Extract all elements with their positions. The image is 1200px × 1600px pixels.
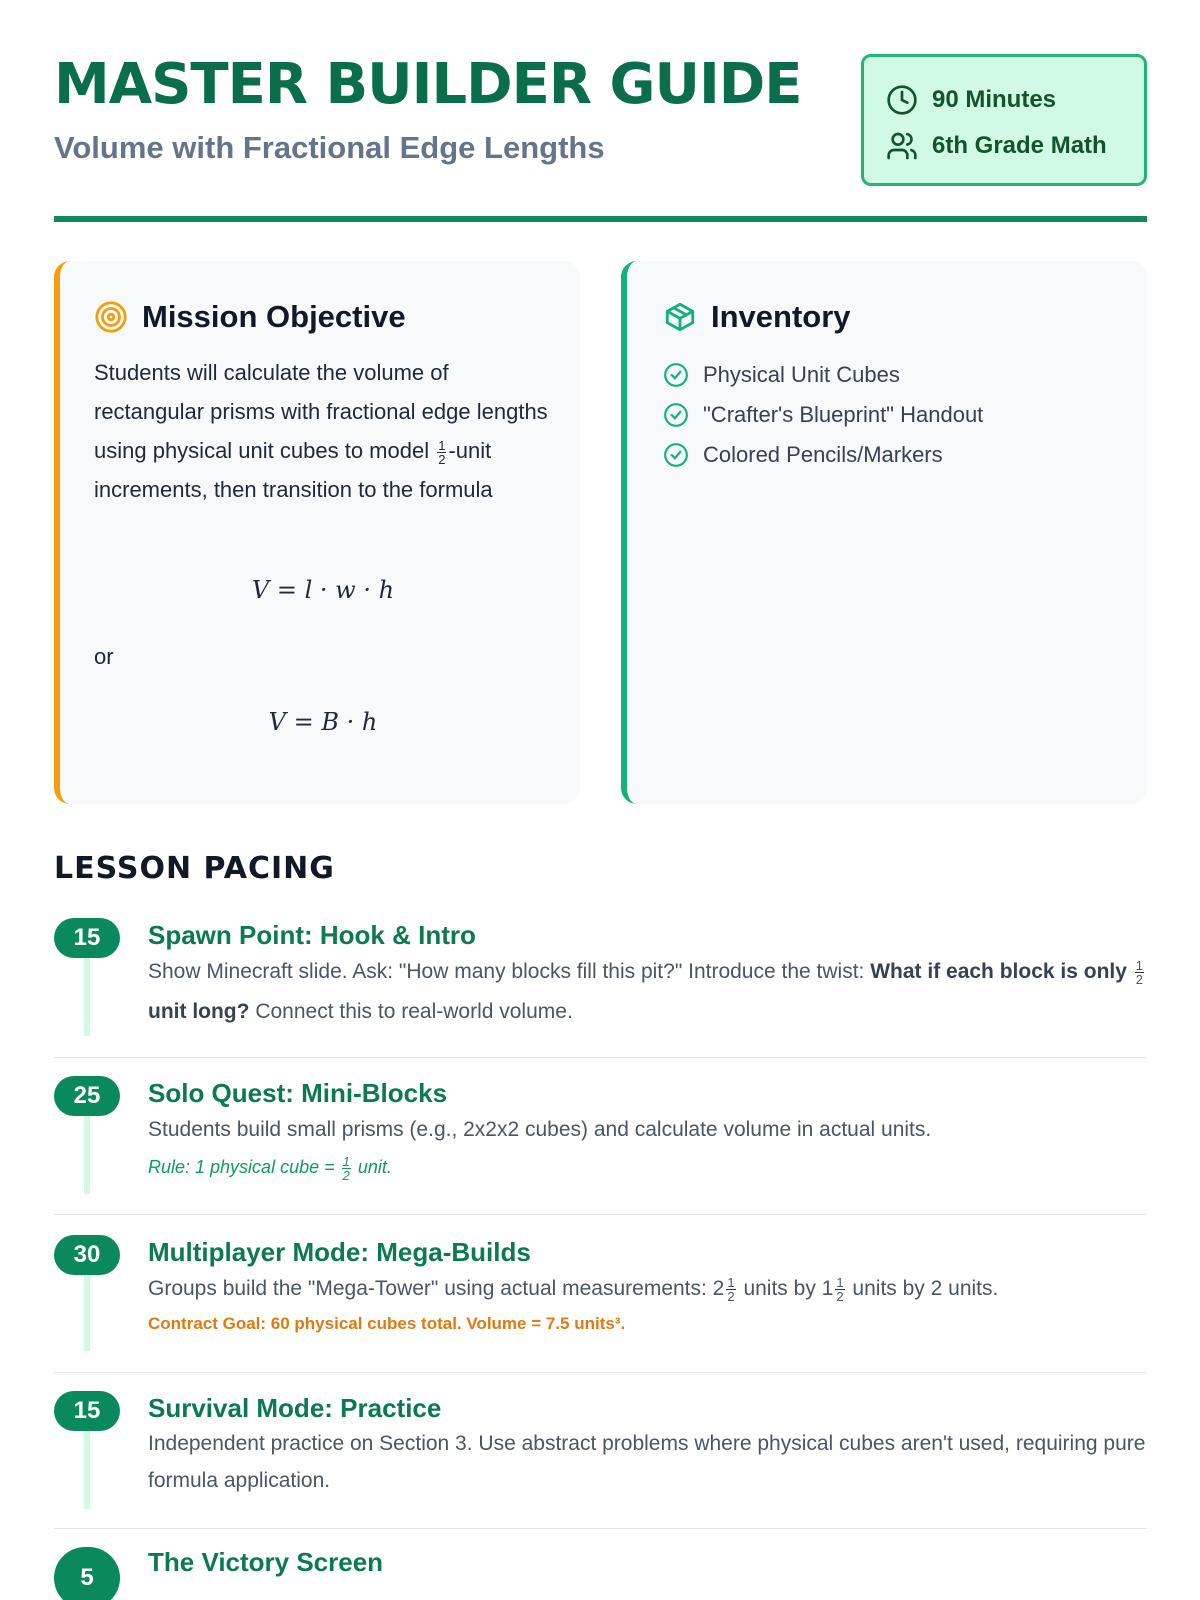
fraction-half: $\frac{1}{2}$ xyxy=(342,1153,350,1183)
phase-description-text-2: units by 1 xyxy=(743,1277,834,1300)
phase-description-emphasis: What if each block is only xyxy=(870,960,1127,983)
phase-item xyxy=(54,1373,1147,1529)
phase-description-text: Show Minecraft slide. Ask: "How many blocks fill this pit?" Introduce the twist: xyxy=(148,960,865,983)
inventory-item-label: "Crafter's Blueprint" Handout xyxy=(703,402,984,427)
inventory-item-label: Physical Unit Cubes xyxy=(703,362,900,387)
check-circle-icon xyxy=(663,402,689,428)
users-icon xyxy=(886,130,918,162)
minutes-badge: 15 xyxy=(54,1391,120,1431)
overview-cards xyxy=(54,261,1147,804)
inventory-title: Inventory xyxy=(711,299,851,334)
target-icon xyxy=(94,300,128,334)
duration-text: 90 Minutes xyxy=(932,86,1057,113)
list-item xyxy=(663,355,983,395)
phase-body xyxy=(148,1545,1147,1579)
timeline-rail xyxy=(84,1116,90,1194)
check-circle-icon xyxy=(663,362,689,388)
pacing-timeline xyxy=(54,918,1147,1600)
phase-rule-text: Rule: 1 physical cube = xyxy=(148,1157,335,1177)
phase-description xyxy=(148,1269,1147,1309)
list-item xyxy=(663,395,983,435)
phase-rule xyxy=(148,1150,1147,1184)
list-item xyxy=(663,435,983,475)
objective-text xyxy=(94,353,554,509)
check-circle-icon xyxy=(663,442,689,468)
fraction-numerator: 1 xyxy=(438,437,446,453)
objective-text-part-1: Students will calculate the volume of rectangular prisms with fractional edge lengths using physical unit cubes to model xyxy=(94,360,548,463)
box-icon xyxy=(663,300,697,334)
phase-description-text-3: units by 2 units. xyxy=(852,1277,999,1300)
grade-text: 6th Grade Math xyxy=(932,132,1107,159)
objective-title: Mission Objective xyxy=(142,299,406,334)
objective-header xyxy=(94,299,406,335)
inventory-list xyxy=(663,355,983,475)
phase-title: Spawn Point: Hook & Intro xyxy=(148,920,476,950)
formula-volume-bh: V = B · h xyxy=(268,708,378,736)
phase-item xyxy=(54,1058,1147,1215)
page-title: MASTER BUILDER GUIDE xyxy=(54,52,802,117)
phase-body xyxy=(148,1076,1147,1184)
phase-item xyxy=(54,918,1147,1058)
header xyxy=(54,0,1147,222)
phase-description xyxy=(148,952,1147,1032)
pacing-title: LESSON PACING xyxy=(54,851,335,886)
phase-title: Multiplayer Mode: Mega-Builds xyxy=(148,1237,531,1267)
objective-card xyxy=(54,261,580,804)
phase-item xyxy=(54,1215,1147,1373)
phase-description-text-2: Connect this to real-world volume. xyxy=(255,1000,573,1023)
phase-body xyxy=(148,918,1147,1032)
phase-description: Independent practice on Section 3. Use abstract problems where physical cubes aren't used, requiring pure formula application. xyxy=(148,1432,1146,1492)
phase-description-emphasis-2: unit long? xyxy=(148,1000,250,1023)
minutes-badge: 25 xyxy=(54,1076,120,1116)
phase-title: Survival Mode: Practice xyxy=(148,1393,442,1423)
fraction-denominator: 2 xyxy=(438,451,446,467)
phase-description: Students build small prisms (e.g., 2x2x2 cubes) and calculate volume in actual units. xyxy=(148,1118,932,1141)
inventory-header xyxy=(663,299,851,335)
fraction-half: $\frac{1}{2}$ xyxy=(1135,957,1143,987)
fraction-half xyxy=(437,439,446,466)
fraction-half: $\frac{1}{2}$ xyxy=(727,1274,735,1304)
page-subtitle: Volume with Fractional Edge Lengths xyxy=(54,130,605,165)
phase-body xyxy=(148,1235,1147,1339)
objective-text-part-2: -unit increments, then transition to the formula xyxy=(94,438,493,502)
info-badge xyxy=(861,54,1147,186)
lesson-guide-page xyxy=(54,0,1147,1591)
minutes-badge: 5 xyxy=(54,1547,120,1600)
inventory-card xyxy=(621,261,1147,804)
or-text: or xyxy=(94,644,114,669)
phase-body xyxy=(148,1391,1147,1499)
clock-icon xyxy=(886,84,918,116)
phase-title: The Victory Screen xyxy=(148,1547,384,1577)
phase-rule-text-2: unit. xyxy=(357,1157,392,1177)
grade-row xyxy=(886,123,1144,169)
phase-title: Solo Quest: Mini-Blocks xyxy=(148,1078,448,1108)
fraction-half: $\frac{1}{2}$ xyxy=(836,1274,844,1304)
phase-item xyxy=(54,1529,1147,1600)
phase-description-text: Groups build the "Mega-Tower" using actual measurements: 2 xyxy=(148,1277,725,1300)
minutes-badge: 15 xyxy=(54,918,120,958)
duration-row xyxy=(886,77,1144,123)
minutes-badge: 30 xyxy=(54,1235,120,1275)
timeline-rail xyxy=(84,1275,90,1351)
timeline-rail xyxy=(84,958,90,1036)
timeline-rail xyxy=(84,1431,90,1509)
inventory-item-label: Colored Pencils/Markers xyxy=(703,442,943,467)
contract-goal: Contract Goal: 60 physical cubes total. Volume = 7.5 units³. xyxy=(148,1314,626,1333)
formula-volume-lwh: V = l · w · h xyxy=(251,576,395,604)
